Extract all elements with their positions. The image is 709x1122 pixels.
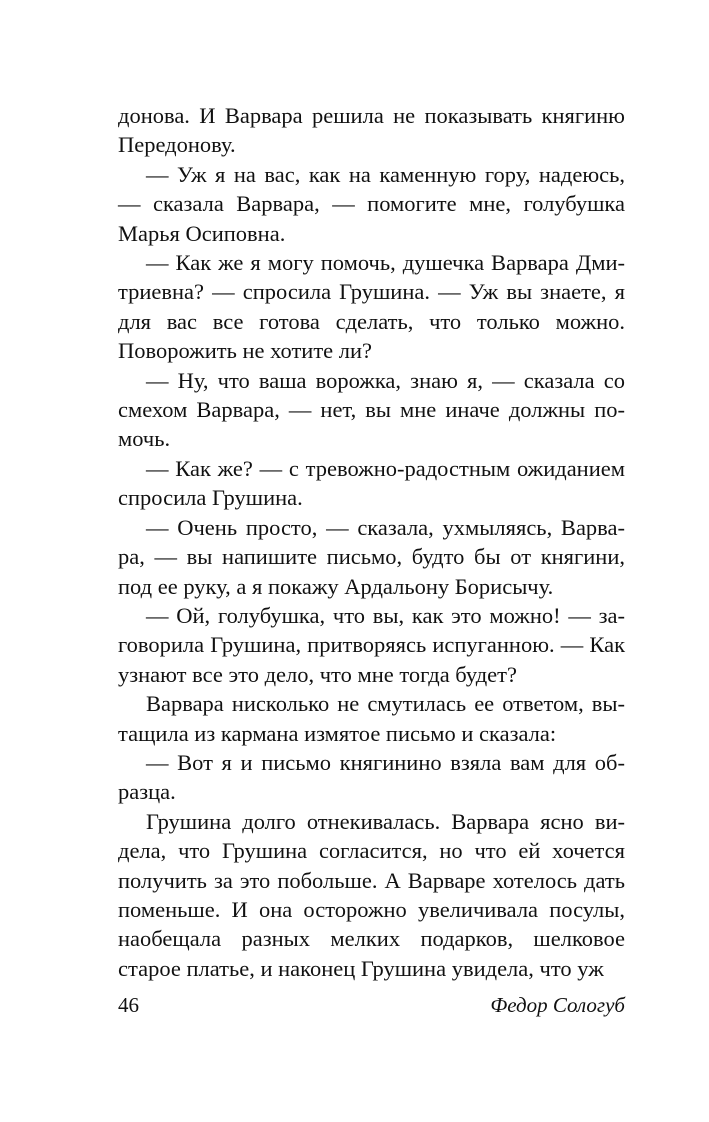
paragraph: — Очень просто, — сказала, ухмыляясь, Варвара, — вы напишите письмо, будто бы от княгини, под ее руку, а я покажу Ардальону Борисычу. [118,514,625,599]
page-footer [118,993,625,1023]
paragraph-continuation: донова. И Варвара решила не показывать княгиню Передонову. [118,103,625,158]
paragraph: Варвара нисколько не смутилась ее ответом, вытащила из кармана измятое письмо и сказала: [118,691,625,746]
main-text [118,101,625,983]
paragraph: — Как же я могу помочь, душечка Варвара Дмитриевна? — спросила Грушина. — Уж вы знаете, я для вас все готова сделать, что только можно. Поворожить не хотите ли? [118,250,625,364]
page-number: 46 [118,993,139,1017]
paragraph: — Ну, что ваша ворожка, знаю я, — сказала со смехом Варвара, — нет, вы мне иначе должны помочь. [118,367,625,452]
paragraph: Грушина долго отнекивалась. Варвара ясно видела, что Грушина согласится, но что ей хочется получить за это побольше. А Варваре хотелось дать поменьше. И она осторожно увеличивала посулы, наобещала разных мелких подарков, шелковое старое платье, и наконец Грушина увидела, что уж [118,808,625,981]
paragraph: — Уж я на вас, как на каменную гору, надеюсь, — сказала Варвара, — помогите мне, голубушка Марья Осиповна. [118,161,625,246]
paragraph: — Вот я и письмо княгинино взяла вам для образца. [118,749,625,805]
paragraph: — Как же? — с тревожно-радостным ожиданием спросила Грушина. [118,455,625,511]
running-author: Федор Сологуб [490,993,625,1017]
paragraph: — Ой, голубушка, что вы, как это можно! — заговорила Грушина, притворяясь испуганною. — Как узнают все это дело, что мне тогда будет? [118,602,625,687]
